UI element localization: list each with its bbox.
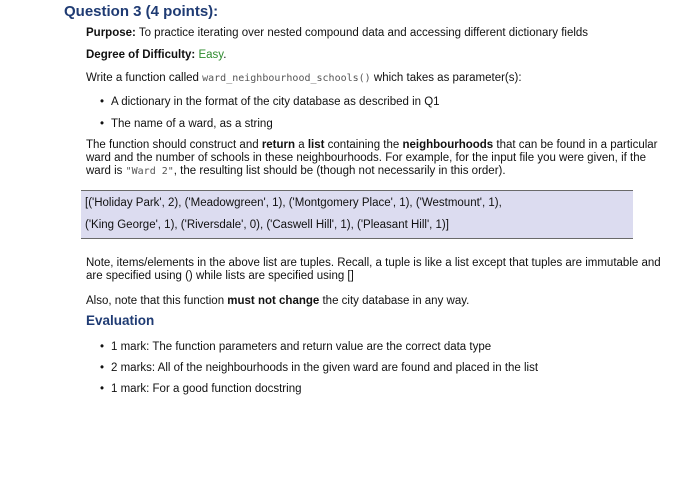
question-body <box>86 26 666 308</box>
result-list-box <box>81 190 633 239</box>
purpose-line <box>86 26 666 40</box>
question-title: Question 3 (4 points): <box>64 3 219 20</box>
desc-text: a <box>295 139 308 151</box>
instruction-prefix: Write a function called <box>86 72 203 84</box>
also-prefix: Also, note that this function <box>86 295 228 307</box>
function-description <box>86 139 661 178</box>
difficulty-line <box>86 48 666 62</box>
evaluation-item: • 1 mark: For a good function docstring <box>86 382 666 396</box>
also-bold: must not change <box>227 295 320 307</box>
desc-text: The function should construct and <box>86 139 262 151</box>
instruction-suffix: which takes as parameter(s): <box>370 72 522 84</box>
desc-bold-return: return <box>261 139 296 151</box>
also-suffix: the city database in any way. <box>319 295 470 307</box>
difficulty-label: Degree of Difficulty: <box>86 49 196 61</box>
desc-text: that can be found in a particular ward and the number of schools in these neighbourhoods. For example, for the input file you were given, if the ward is <box>86 139 658 177</box>
purpose-text: To practice iterating over nested compound data and accessing different dictionary fields <box>138 27 589 39</box>
result-line: ('King George', 1), ('Riversdale', 0), ('Caswell Hill', 1), ('Pleasant Hill', 1)] <box>85 218 449 231</box>
instruction-line <box>86 71 666 86</box>
parameter-list <box>86 95 666 131</box>
evaluation-title: Evaluation <box>86 313 155 328</box>
evaluation-list <box>86 340 666 403</box>
evaluation-item: • 1 mark: The function parameters and return value are the correct data type <box>86 340 666 354</box>
result-line: [('Holiday Park', 2), ('Meadowgreen', 1), ('Montgomery Place', 1), ('Westmount', 1), <box>85 196 502 209</box>
parameter-item: • A dictionary in the format of the city database as described in Q1 <box>86 95 666 109</box>
difficulty-suffix: . <box>223 49 227 61</box>
also-note <box>86 294 666 308</box>
evaluation-item: • 2 marks: All of the neighbourhoods in the given ward are found and placed in the list <box>86 361 666 375</box>
desc-bold-neighbourhoods: neighbourhoods <box>402 139 494 151</box>
desc-bold-list: list <box>307 139 325 151</box>
ward-example-code: "Ward 2" <box>125 166 174 177</box>
difficulty-value: Easy <box>198 49 224 61</box>
parameter-item: • The name of a ward, as a string <box>86 117 666 131</box>
purpose-label: Purpose: <box>86 27 136 39</box>
desc-text: , the resulting list should be (though not necessarily in this order). <box>173 165 506 177</box>
desc-text: containing the <box>324 139 403 151</box>
tuple-note: Note, items/elements in the above list are tuples. Recall, a tuple is like a list except that tuples are immutable and are specified using () while lists are specified using [] <box>86 256 661 282</box>
function-name: ward_neighbourhood_schools() <box>202 73 371 84</box>
